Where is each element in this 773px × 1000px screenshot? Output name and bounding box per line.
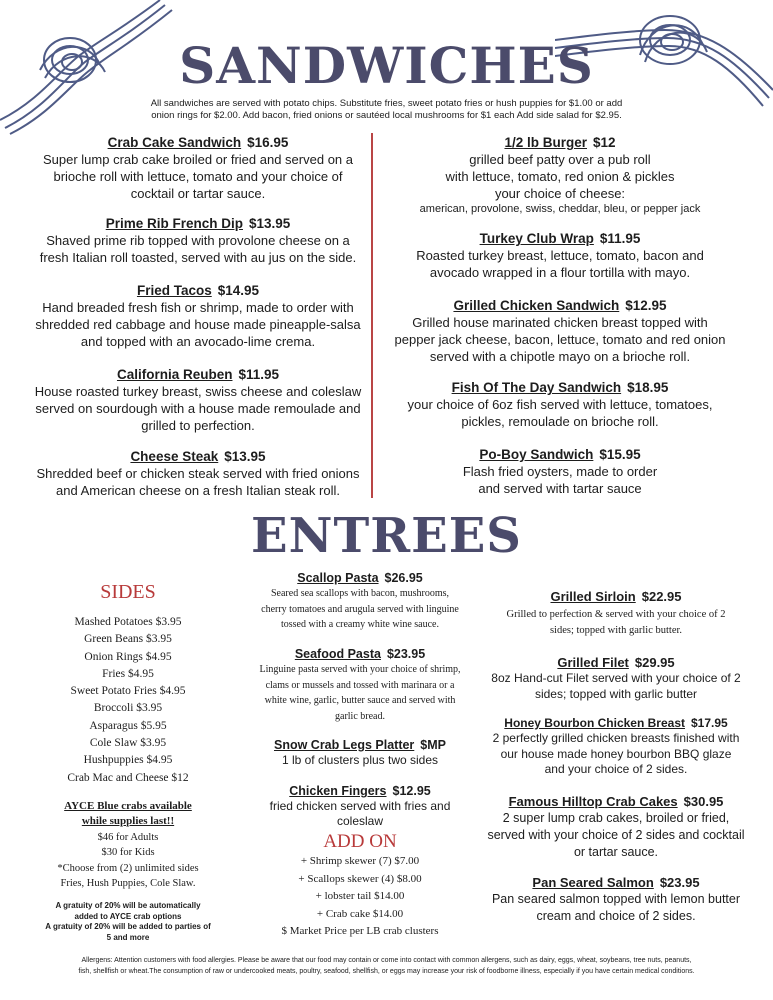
menu-item-title <box>380 379 740 396</box>
menu-item-desc <box>485 810 747 861</box>
side-item: Crab Mac and Cheese $12 <box>67 771 189 784</box>
menu-item-desc <box>235 586 485 633</box>
desc-line: with lettuce, tomato, red onion & pickles <box>445 169 675 184</box>
menu-item-desc <box>28 151 368 202</box>
side-item: Broccoli $3.95 <box>93 702 163 715</box>
menu-item-desc <box>28 465 368 499</box>
side-item: Fries $4.95 <box>102 667 154 680</box>
menu-item-name: Grilled Filet <box>557 655 629 670</box>
menu-item-name: Honey Bourbon Chicken Breast <box>504 716 685 730</box>
menu-item-price: $12.95 <box>392 784 431 798</box>
menu-item <box>235 646 485 737</box>
menu-item-title <box>28 366 368 383</box>
menu-item-price: $23.95 <box>659 875 700 890</box>
side-item: Cole Slaw $3.95 <box>89 737 167 750</box>
menu-item-price: $14.95 <box>217 283 260 298</box>
addon-title: ADD ON <box>323 831 397 852</box>
menu-item-title <box>235 783 485 799</box>
menu-item <box>380 446 740 497</box>
menu-item <box>235 737 485 783</box>
allergen-footer <box>0 956 773 977</box>
menu-item-title <box>485 793 747 810</box>
desc-line: and topped with an avocado-lime crema. <box>80 334 316 349</box>
menu-item-desc <box>28 232 368 266</box>
desc-line: Shredded beef or chicken steak served with fried onions <box>36 466 360 481</box>
menu-item-desc <box>28 383 368 434</box>
menu-item <box>28 134 368 215</box>
menu-item-name: Pan Seared Salmon <box>532 875 654 890</box>
menu-item-price: $18.95 <box>627 380 669 395</box>
sandwiches-divider <box>371 133 373 498</box>
menu-item <box>380 134 740 230</box>
menu-item-name: Prime Rib French Dip <box>105 216 243 231</box>
menu-item-name: Fish Of The Day Sandwich <box>451 380 622 395</box>
desc-line: House roasted turkey breast, swiss cheese and coleslaw <box>34 384 362 399</box>
menu-item-name: Cheese Steak <box>130 449 219 464</box>
menu-item-desc <box>485 891 747 925</box>
menu-item-title <box>485 588 747 605</box>
menu-item <box>235 783 485 831</box>
sides-list <box>28 614 228 787</box>
desc-line: 2 perfectly grilled chicken breasts finished with <box>492 731 740 745</box>
menu-item-name: Seafood Pasta <box>294 647 381 661</box>
ayce-title-line: while supplies last!! <box>81 814 175 827</box>
menu-item-name: Famous Hilltop Crab Cakes <box>508 794 678 809</box>
menu-item-name: Grilled Chicken Sandwich <box>453 298 620 313</box>
menu-item-desc <box>235 753 485 768</box>
side-item: Onion Rings $4.95 <box>84 650 172 663</box>
gratuity-line: A gratuity of 20% will be automatically <box>55 901 201 911</box>
ayce-title-line: AYCE Blue crabs available <box>64 799 192 812</box>
entrees-right-column <box>485 588 747 925</box>
menu-item-title <box>380 134 740 151</box>
menu-item <box>485 874 747 925</box>
ayce-line: $46 for Adults <box>97 831 159 843</box>
menu-item <box>380 379 740 446</box>
desc-line: Shaved prime rib topped with provolone cheese on a <box>46 233 350 248</box>
gratuity-line: A gratuity of 20% will be added to parties of <box>45 922 211 932</box>
menu-item-name: 1/2 lb Burger <box>504 135 587 150</box>
menu-item <box>28 215 368 282</box>
menu-item-title <box>28 448 368 465</box>
menu-item <box>485 654 747 715</box>
menu-item-desc <box>485 731 747 778</box>
desc-line: our house made honey bourbon BBQ glaze <box>500 746 732 761</box>
menu-item-desc <box>28 299 368 350</box>
desc-line: grilled to perfection. <box>141 418 255 433</box>
desc-line: and served with tartar sauce <box>478 481 642 496</box>
desc-line: Pan seared salmon topped with lemon butter <box>491 892 741 906</box>
menu-item-name: Fried Tacos <box>136 283 212 298</box>
menu-item-price: $12 <box>593 135 616 150</box>
menu-item-title <box>485 715 747 731</box>
menu-item-price: $13.95 <box>248 216 291 231</box>
desc-line: cherry tomatoes and arugula served with linguine <box>261 603 459 615</box>
desc-line: cream and choice of 2 sides. <box>536 909 696 923</box>
menu-item-title <box>380 230 740 247</box>
menu-item-price: $16.95 <box>247 135 289 150</box>
side-item: Green Beans $3.95 <box>84 633 172 646</box>
desc-line: Grilled to perfection & served with your choice of 2 <box>506 609 726 620</box>
entrees-middle-column <box>235 570 485 941</box>
sandwich-left-column <box>28 134 368 499</box>
desc-line: 2 super lump crab cakes, broiled or fried, <box>502 811 730 825</box>
menu-item-title <box>28 215 368 232</box>
desc-line: cocktail or tartar sauce. <box>130 186 266 201</box>
desc-line: served on sourdough with a house made remoulade and <box>35 401 361 416</box>
menu-item-price: $22.95 <box>641 589 682 604</box>
menu-item-name: Po-Boy Sandwich <box>479 447 594 462</box>
desc-line: tossed with a creamy white wine sauce. <box>280 619 439 630</box>
desc-line: pepper jack cheese, bacon, lettuce, tomato and red onion <box>394 332 726 347</box>
side-item: Mashed Potatoes $3.95 <box>74 616 182 628</box>
desc-line: Roasted turkey breast, lettuce, tomato, bacon and <box>416 248 704 263</box>
menu-item-desc <box>380 314 740 365</box>
menu-item <box>235 570 485 646</box>
menu-item-price: $13.95 <box>224 449 266 464</box>
desc-line: Super lump crab cake broiled or fried and served on a <box>42 152 353 167</box>
desc-line: white wine, garlic, butter sauce and served with <box>264 695 456 706</box>
addon-item: $ Market Price per LB crab clusters <box>281 925 439 937</box>
menu-item-price: $11.95 <box>599 231 641 246</box>
desc-line: served with your choice of 2 sides and cocktail <box>487 828 745 842</box>
desc-line: 1 lb of clusters plus two sides <box>281 753 439 767</box>
menu-item-desc <box>235 662 485 724</box>
menu-item-name: Chicken Fingers <box>289 784 387 798</box>
menu-item-desc <box>485 671 747 702</box>
desc-line: and your choice of 2 sides. <box>544 762 688 776</box>
menu-item-price: $MP <box>420 738 446 752</box>
desc-line: coleslaw <box>336 814 384 828</box>
menu-item-price: $23.95 <box>386 647 426 661</box>
addon-item: + lobster tail $14.00 <box>315 890 405 902</box>
menu-item-title <box>28 134 368 151</box>
menu-item-desc <box>380 463 740 497</box>
menu-item-desc <box>485 607 747 639</box>
desc-line: your choice of 6oz fish served with lettuce, tomatoes, <box>407 397 713 412</box>
desc-line: Grilled house marinated chicken breast topped with <box>412 315 708 330</box>
menu-item-name: Snow Crab Legs Platter <box>273 738 415 752</box>
menu-item <box>380 230 740 297</box>
menu-item-name: Turkey Club Wrap <box>479 231 594 246</box>
desc-line: your choice of cheese: <box>494 186 626 201</box>
desc-line: clams or mussels and tossed with marinara or a <box>265 679 455 691</box>
desc-line: pickles, remoulade on brioche roll. <box>461 414 659 429</box>
menu-item-price: $11.95 <box>238 367 280 382</box>
desc-line: sides; topped with garlic butter. <box>549 625 683 636</box>
ayce-line: *Choose from (2) unlimited sides <box>57 862 199 874</box>
sandwiches-heading: SANDWICHES <box>179 36 594 95</box>
desc-line: shredded red cabbage and house made pineapple-salsa <box>35 317 361 332</box>
addon-item: + Scallops skewer (4) $8.00 <box>298 872 422 885</box>
allergen-line: Allergens: Attention customers with food allergies. Please be aware that our food may contain or come into contact with common allergens, such as dairy, eggs, wheat, soybeans, tree nuts, peanuts, <box>81 957 692 964</box>
menu-item-price: $29.95 <box>634 655 675 670</box>
cheese-options: american, provolone, swiss, cheddar, bleu, or pepper jack <box>419 203 701 215</box>
menu-item-desc <box>380 247 740 281</box>
menu-item-title <box>235 570 485 586</box>
menu-item-price: $15.95 <box>599 447 641 462</box>
gratuity-line: added to AYCE crab options <box>74 911 182 921</box>
addon-item: + Shrimp skewer (7) $7.00 <box>300 855 420 867</box>
sides-column <box>28 580 228 943</box>
sandwich-right-column <box>380 134 740 497</box>
desc-line: Linguine pasta served with your choice of shrimp, <box>259 664 461 675</box>
sides-title: SIDES <box>100 581 156 603</box>
gratuity-note <box>28 901 228 943</box>
desc-line: and American cheese on a fresh Italian steak roll. <box>56 483 340 498</box>
menu-item-desc <box>380 151 740 202</box>
desc-line: Seared sea scallops with bacon, mushrooms, <box>270 588 450 599</box>
menu-item-price: $26.95 <box>384 571 423 585</box>
menu-item <box>485 588 747 654</box>
ayce-line: $30 for Kids <box>101 847 155 859</box>
menu-item-name: California Reuben <box>116 367 233 382</box>
side-item: Hushpuppies $4.95 <box>83 754 173 767</box>
menu-item-title <box>485 874 747 891</box>
addon-list <box>235 853 485 941</box>
menu-item-price: $12.95 <box>625 298 667 313</box>
ayce-line: Fries, Hush Puppies, Cole Slaw. <box>60 877 196 889</box>
menu-item <box>485 793 747 874</box>
menu-item <box>380 297 740 379</box>
desc-line: grilled beef patty over a pub roll <box>469 152 651 167</box>
menu-item-name: Scallop Pasta <box>297 571 379 585</box>
menu-item-price: $30.95 <box>683 794 724 809</box>
menu-item <box>28 366 368 448</box>
sandwiches-note-line2: onion rings for $2.00. Add bacon, fried onions or sautéed local mushrooms for $1 each Add side salad for $2.95. <box>151 110 622 121</box>
desc-line: Hand breaded fresh fish or shrimp, made to order with <box>42 300 354 315</box>
ayce-title <box>28 799 228 829</box>
desc-line: sides; topped with garlic butter <box>534 686 698 701</box>
menu-item-title <box>485 654 747 671</box>
ayce-details <box>28 830 228 891</box>
menu-item-title <box>380 446 740 463</box>
menu-item-title <box>235 646 485 662</box>
sandwiches-note <box>0 98 773 122</box>
desc-line: served with a chipotle mayo on a brioche roll. <box>429 349 691 364</box>
sandwiches-note-line1: All sandwiches are served with potato chips. Substitute fries, sweet potato fries or hush puppies for $1.00 or add <box>150 98 623 109</box>
desc-line: Flash fried oysters, made to order <box>462 464 658 479</box>
desc-line: 8oz Hand-cut Filet served with your choice of 2 <box>491 671 741 685</box>
menu-item <box>485 715 747 793</box>
addon-item: + Crab cake $14.00 <box>316 907 404 920</box>
side-item: Sweet Potato Fries $4.95 <box>70 685 186 698</box>
menu-item-desc <box>235 799 485 829</box>
desc-line: brioche roll with lettuce, tomato and your choice of <box>53 169 343 184</box>
menu-item-name: Crab Cake Sandwich <box>107 135 242 150</box>
desc-line: or tartar sauce. <box>573 845 659 859</box>
desc-line: fried chicken served with fries and <box>269 799 451 813</box>
desc-line: fresh Italian roll toasted, served with au jus on the side. <box>39 250 357 265</box>
menu-item-title <box>380 297 740 314</box>
menu-item-title <box>28 282 368 299</box>
desc-line: avocado wrapped in a flour tortilla with mayo. <box>429 265 691 280</box>
entrees-heading: ENTREES <box>251 508 522 564</box>
menu-item-name: Grilled Sirloin <box>550 589 636 604</box>
menu-item-title <box>235 737 485 753</box>
gratuity-line: 5 and more <box>106 932 150 942</box>
allergen-line: fish, shellfish or wheat.The consumption of raw or undercooked meats, poultry, seafood, shellfish, or eggs may increase your risk of foodborne illness, especially if you have certain medical conditions. <box>78 967 695 975</box>
menu-item <box>28 448 368 499</box>
menu-item <box>28 282 368 366</box>
desc-line: garlic bread. <box>335 710 385 722</box>
menu-item-desc <box>380 396 740 430</box>
menu-item-price: $17.95 <box>691 716 728 730</box>
side-item: Asparagus $5.95 <box>89 719 167 732</box>
